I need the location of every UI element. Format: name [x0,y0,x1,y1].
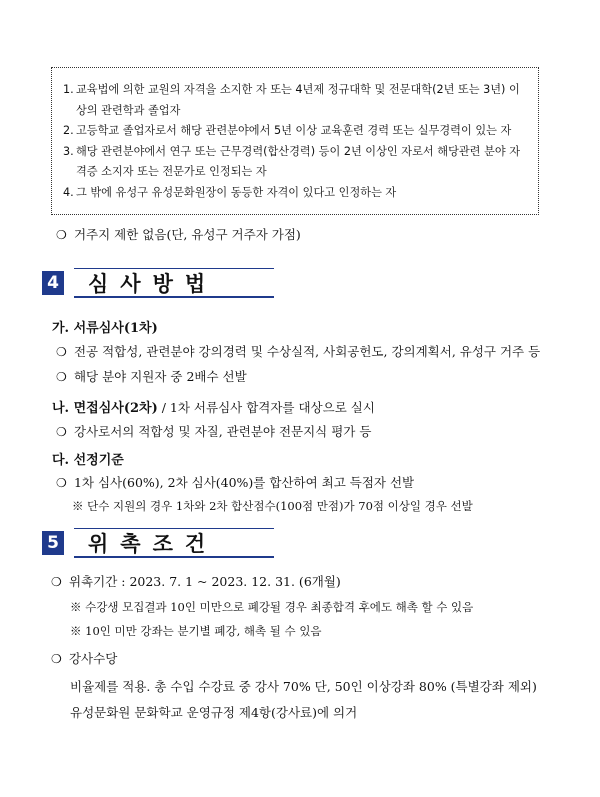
review-selection-text: 해당 분야 지원자 중 2배수 선발 [73,369,247,384]
bullet-icon: ❍ [56,228,67,242]
appointment-period-text: 위촉기간 : 2023. 7. 1 ~ 2023. 12. 31. (6개월) [68,574,341,589]
section-5-header [42,528,274,558]
interview-description: / 1차 서류심사 합격자를 대상으로 실시 [161,400,375,415]
cancellation-note: ※ 수강생 모집결과 10인 미만으로 폐강될 경우 최종합격 후에도 해촉 할 수 있음 [70,600,474,614]
item-number: 2. [63,124,74,137]
residence-line [56,225,301,243]
review-criteria-line [56,342,540,360]
item-number: 1. [63,83,74,96]
fee-heading-line [51,649,117,667]
qualification-box [51,67,539,215]
selection-criteria-line [56,473,414,491]
qualification-item [63,121,530,142]
qualification-item [63,183,530,204]
qualification-item [63,142,530,183]
item-text: 교육법에 의한 교원의 자격을 소지한 자 또는 4년제 정규대학 및 전문대학(2년 또는 3년) 이상의 관련학과 졸업자 [76,83,520,117]
item-number: 3. [63,144,74,158]
bullet-icon: ❍ [56,370,67,384]
bullet-icon: ❍ [56,345,67,359]
appointment-period-line [51,572,341,590]
quarterly-note: ※ 10인 미만 강좌는 분기별 폐강, 해촉 될 수 있음 [70,624,322,638]
single-applicant-note: ※ 단수 지원의 경우 1차와 2차 합산점수(100점 만점)가 70점 이상일 경우 선발 [72,499,473,513]
fee-heading-text: 강사수당 [68,651,118,666]
interview-criteria-text: 강사로서의 적합성 및 자질, 관련분야 전문지식 평가 등 [73,424,372,439]
bullet-icon: ❍ [51,575,62,589]
bullet-icon: ❍ [51,652,62,666]
section-number: 4 [42,271,64,295]
bullet-icon: ❍ [56,425,67,439]
section-4-header [42,268,274,298]
item-text: 해당 관련분야에서 연구 또는 근무경력(합산경력) 등이 2년 이상인 자로서 해당관련 분야 자격증 소지자 또는 전문가로 인정되는 자 [76,144,521,178]
interview-heading-label: 나. 면접심사(2차) [52,401,158,416]
section-number: 5 [42,531,64,555]
review-selection-line [56,367,247,385]
qualification-item [63,80,530,121]
selection-criteria-text: 1차 심사(60%), 2차 심사(40%)를 합산하여 최고 득점자 선발 [73,475,415,490]
review-criteria-text: 전공 적합성, 관련분야 강의경력 및 수상실적, 사회공헌도, 강의계획서, 유성구 거주 등 [73,344,541,359]
section-title: 위촉조건 [74,528,274,558]
item-number: 4. [63,185,74,199]
fee-ratio-text: 비율제를 적용. 총 수입 수강료 중 강사 70% 단, 50인 이상강좌 80% (특별강좌 제외) [70,679,537,694]
bullet-icon: ❍ [56,476,67,490]
heading-document-review: 가. 서류심사(1차) [52,321,158,336]
residence-text: 거주지 제한 없음(단, 유성구 거주자 가점) [73,227,301,242]
section-title: 심사방법 [74,268,274,298]
heading-selection-criteria: 다. 선정기준 [52,453,124,468]
fee-regulation-text: 유성문화원 문화학교 운영규정 제4항(강사료)에 의거 [70,705,358,720]
interview-criteria-line [56,422,371,440]
heading-interview [52,397,375,416]
item-text: 그 밖에 유성구 유성문화원장이 동등한 자격이 있다고 인정하는 자 [76,185,397,199]
item-text: 고등학교 졸업자로서 해당 관련분야에서 5년 이상 교육훈련 경력 또는 실무경력이 있는 자 [76,124,512,137]
